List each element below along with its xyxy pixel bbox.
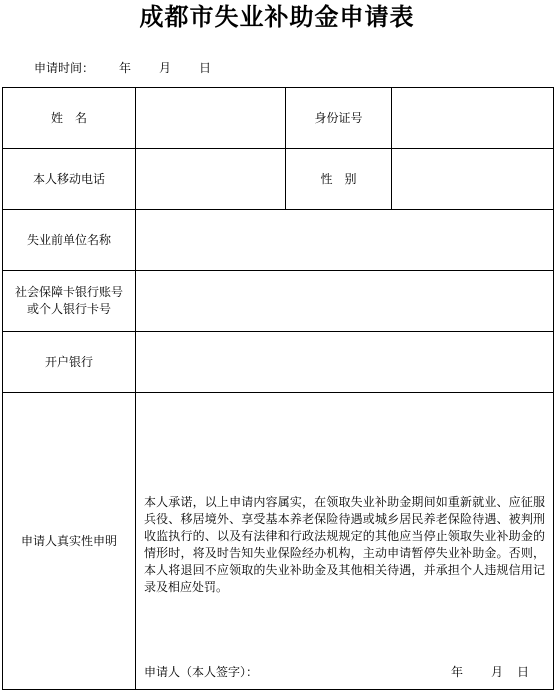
- signature-label: 申请人（本人签字）：: [144, 665, 259, 679]
- employer-field[interactable]: [136, 210, 554, 271]
- application-form-table: [2, 87, 554, 690]
- declaration-label: 申请人真实性申明: [3, 393, 136, 690]
- id-number-field[interactable]: [392, 88, 554, 149]
- application-date-line: [34, 59, 211, 77]
- id-number-label: 身份证号: [286, 88, 392, 149]
- employer-label: 失业前单位名称: [3, 210, 136, 271]
- bank-account-label: [3, 271, 136, 332]
- date-month: 月: [159, 61, 172, 75]
- bank-account-label-line1: 社会保障卡银行账号: [14, 285, 123, 299]
- bank-name-field[interactable]: [136, 332, 554, 393]
- bank-name-label: 开户银行: [3, 332, 136, 393]
- signature-month: 月: [490, 665, 503, 679]
- mobile-phone-field[interactable]: [136, 149, 286, 210]
- application-date-label: 申请时间：: [34, 61, 95, 75]
- form-title: 成都市失业补助金申请表: [139, 3, 415, 31]
- declaration-text: 本人承诺，以上申请内容属实，在领取失业补助金期间如重新就业、应征服兵役、移居境外、享受基本养老保险待遇或城乡居民养老保险待遇、被判刑收监执行的、以及有法律和行政法规规定的其他应当停止领取失业补助金的情形时，将及时告知失业保险经办机构，主动申请暂停失业补助金。否则，本人将退回不应领取的失业补助金及其他相关待遇，并承担个人违规信用记录及相应处罚。: [144, 495, 545, 594]
- date-year: 年: [119, 61, 132, 75]
- signature-date: [437, 663, 529, 681]
- bank-account-label-line2: 或个人银行卡号: [26, 302, 111, 316]
- name-field[interactable]: [136, 88, 286, 149]
- signature-year: 年: [450, 665, 463, 679]
- gender-field[interactable]: [392, 149, 554, 210]
- declaration-cell: [136, 393, 554, 690]
- date-day: 日: [199, 61, 212, 75]
- gender-label: 性 别: [286, 149, 392, 210]
- bank-account-field[interactable]: [136, 271, 554, 332]
- signature-day: 日: [516, 665, 529, 679]
- mobile-phone-label: 本人移动电话: [3, 149, 136, 210]
- name-label: 姓 名: [3, 88, 136, 149]
